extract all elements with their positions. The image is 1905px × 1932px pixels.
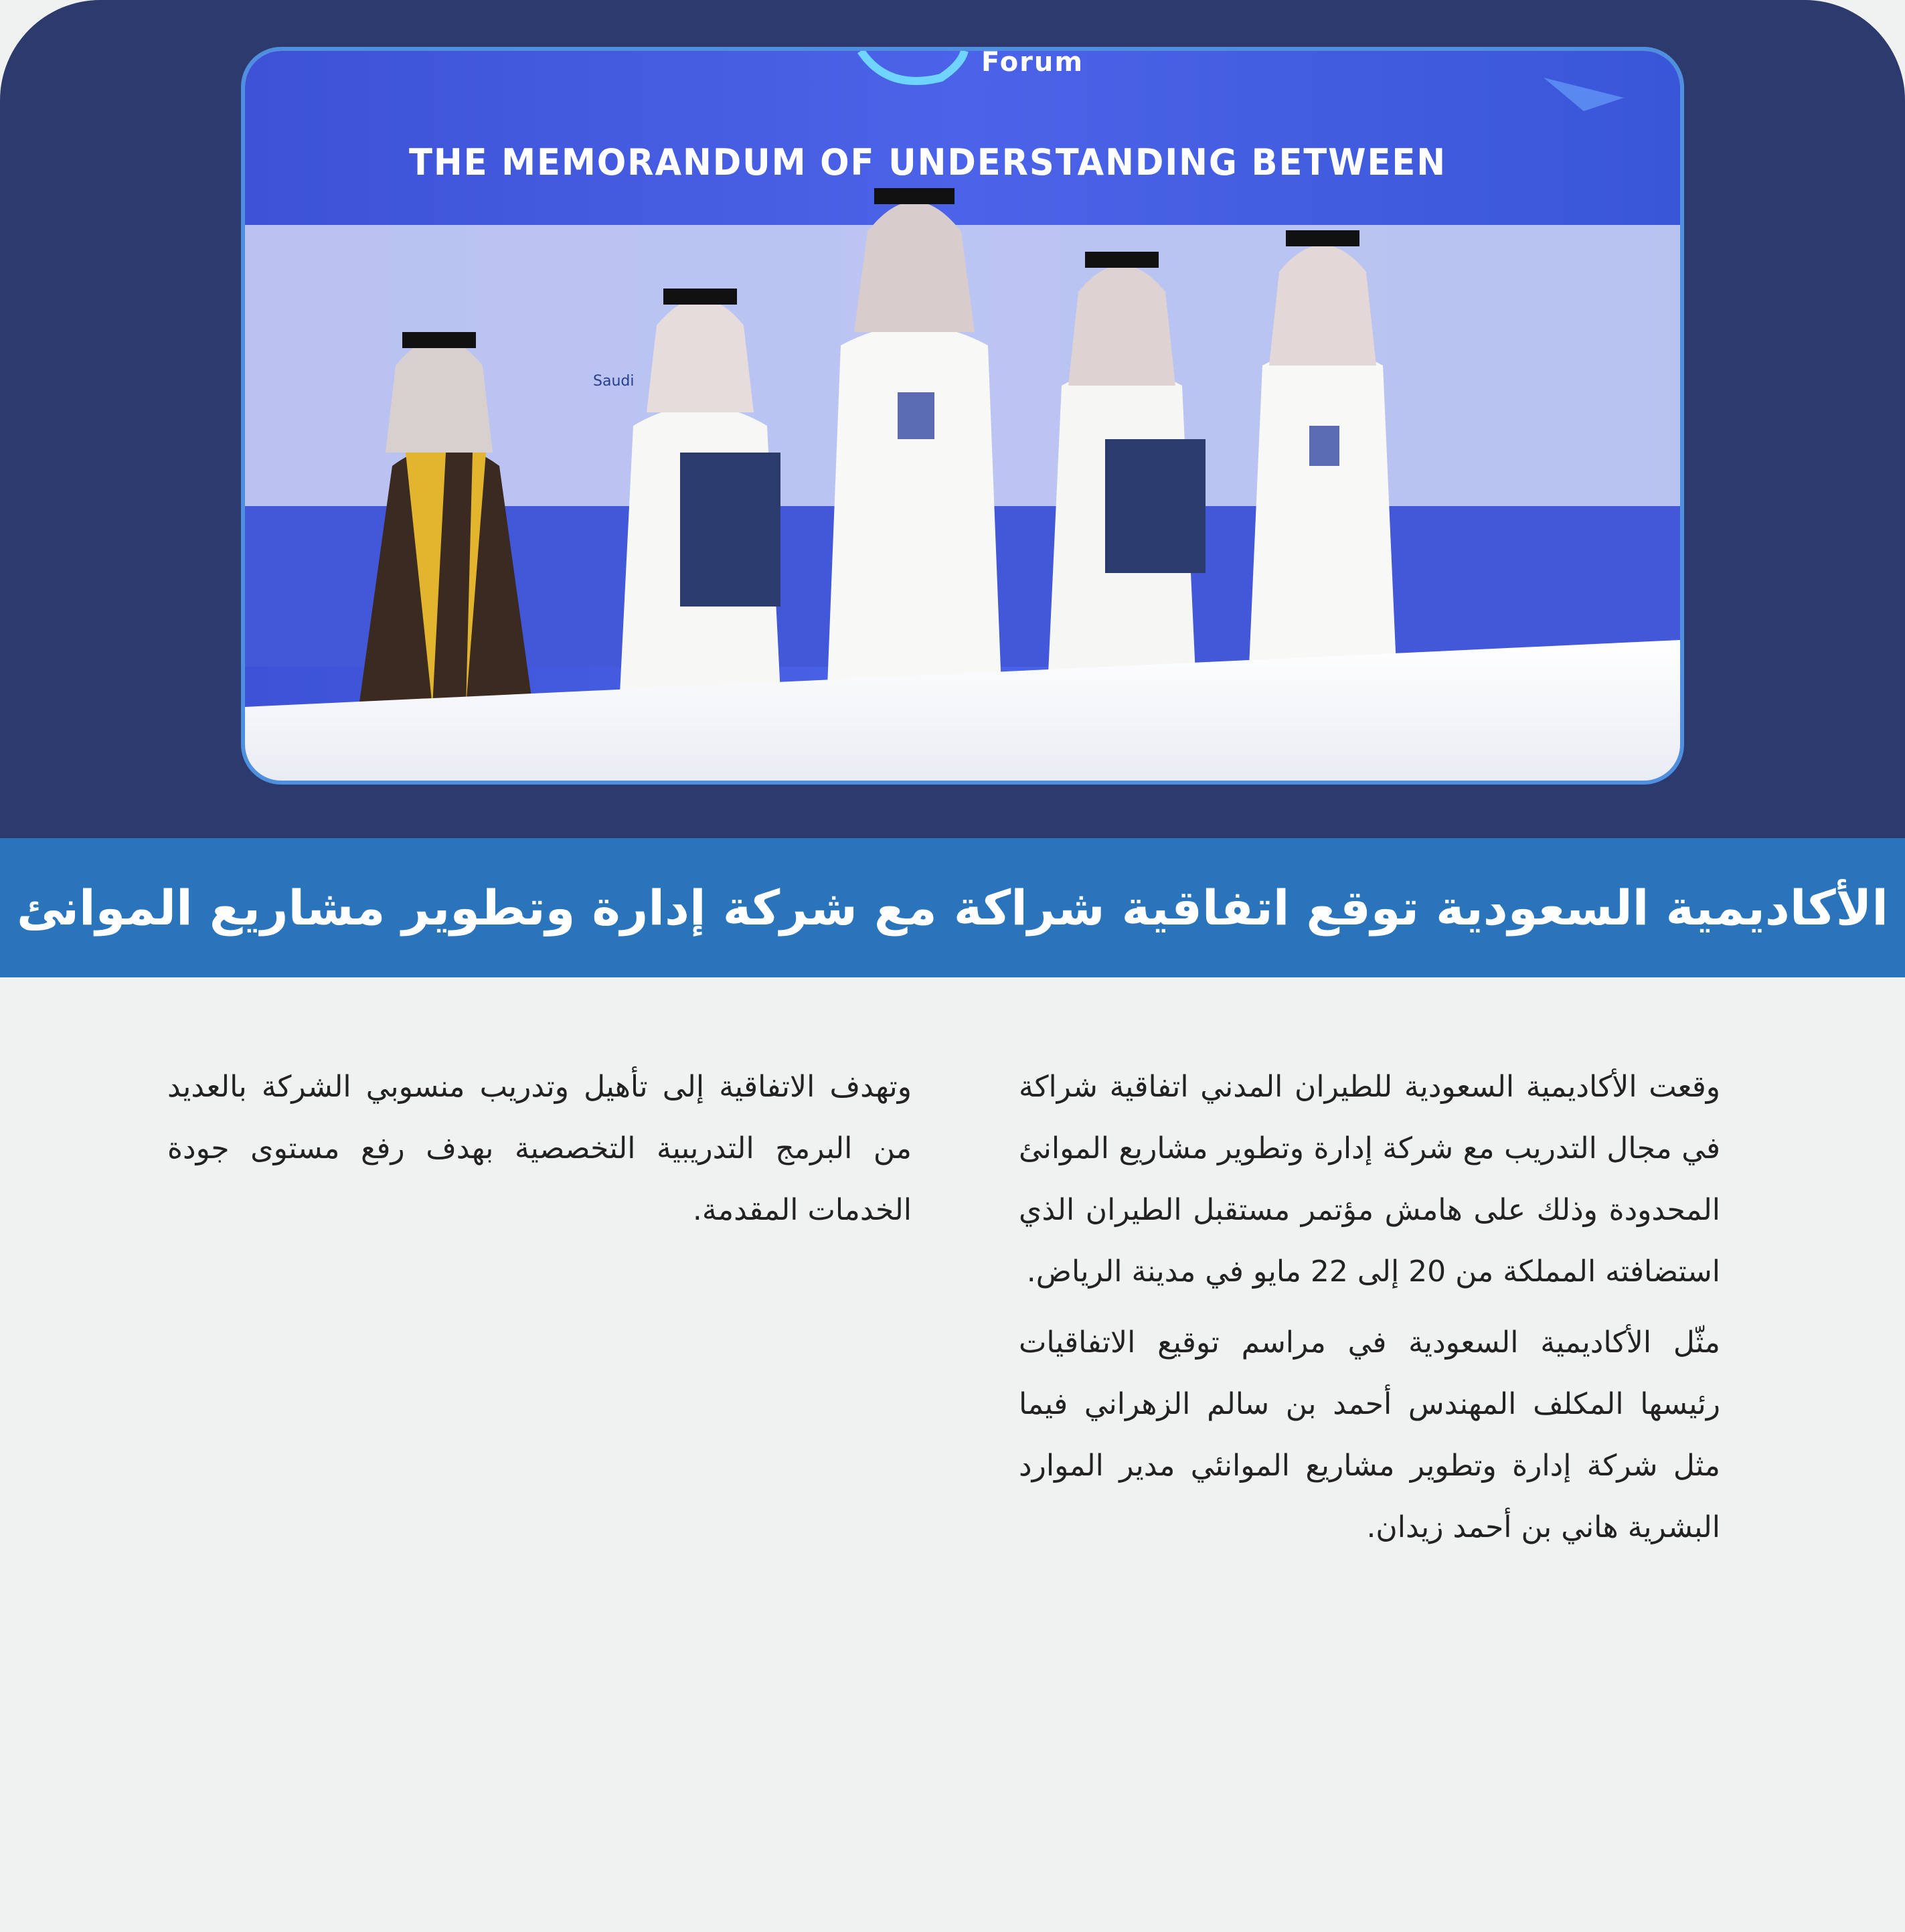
paragraph: وقعت الأكاديمية السعودية للطيران المدني اتفاقية شراكة في مجال التدريب مع شركة إدارة وتطوير مشاريع الموانئ المحدودة وذلك على هامش مؤتمر مستقبل الطيران الذي استضافته المملكة من 20 إلى 22 مايو في مدينة الرياض. [1019, 1070, 1720, 1289]
banner-main-text: THE MEMORANDUM OF UNDERSTANDING BETWEEN [409, 141, 1446, 183]
article-column-left [167, 1056, 912, 1251]
side-logo-text: Saudi [593, 373, 635, 390]
article-column-right [1019, 1056, 1720, 1568]
photo-illustration [245, 51, 1680, 781]
banner-top-text: Forum [981, 51, 1084, 78]
article-title: الأكاديمية السعودية توقع اتفاقية شراكة مع شركة إدارة وتطوير مشاريع الموانئ [16, 880, 1889, 936]
paragraph: مثّل الأكاديمية السعودية في مراسم توقيع الاتفاقيات رئيسها المكلف المهندس أحمد بن سالم الزهراني فيما مثل شركة إدارة وتطوير مشاريع الموانئي مدير الموارد البشرية هاني بن أحمد زيدان. [1019, 1325, 1720, 1544]
paragraph: وتهدف الاتفاقية إلى تأهيل وتدريب منسوبي الشركة بالعديد من البرمج التدريبية التخصصية بهدف رفع مستوى جودة الخدمات المقدمة. [167, 1070, 912, 1227]
header-panel [0, 0, 1905, 838]
signing-ceremony-photo [241, 47, 1684, 785]
title-bar [0, 838, 1905, 977]
